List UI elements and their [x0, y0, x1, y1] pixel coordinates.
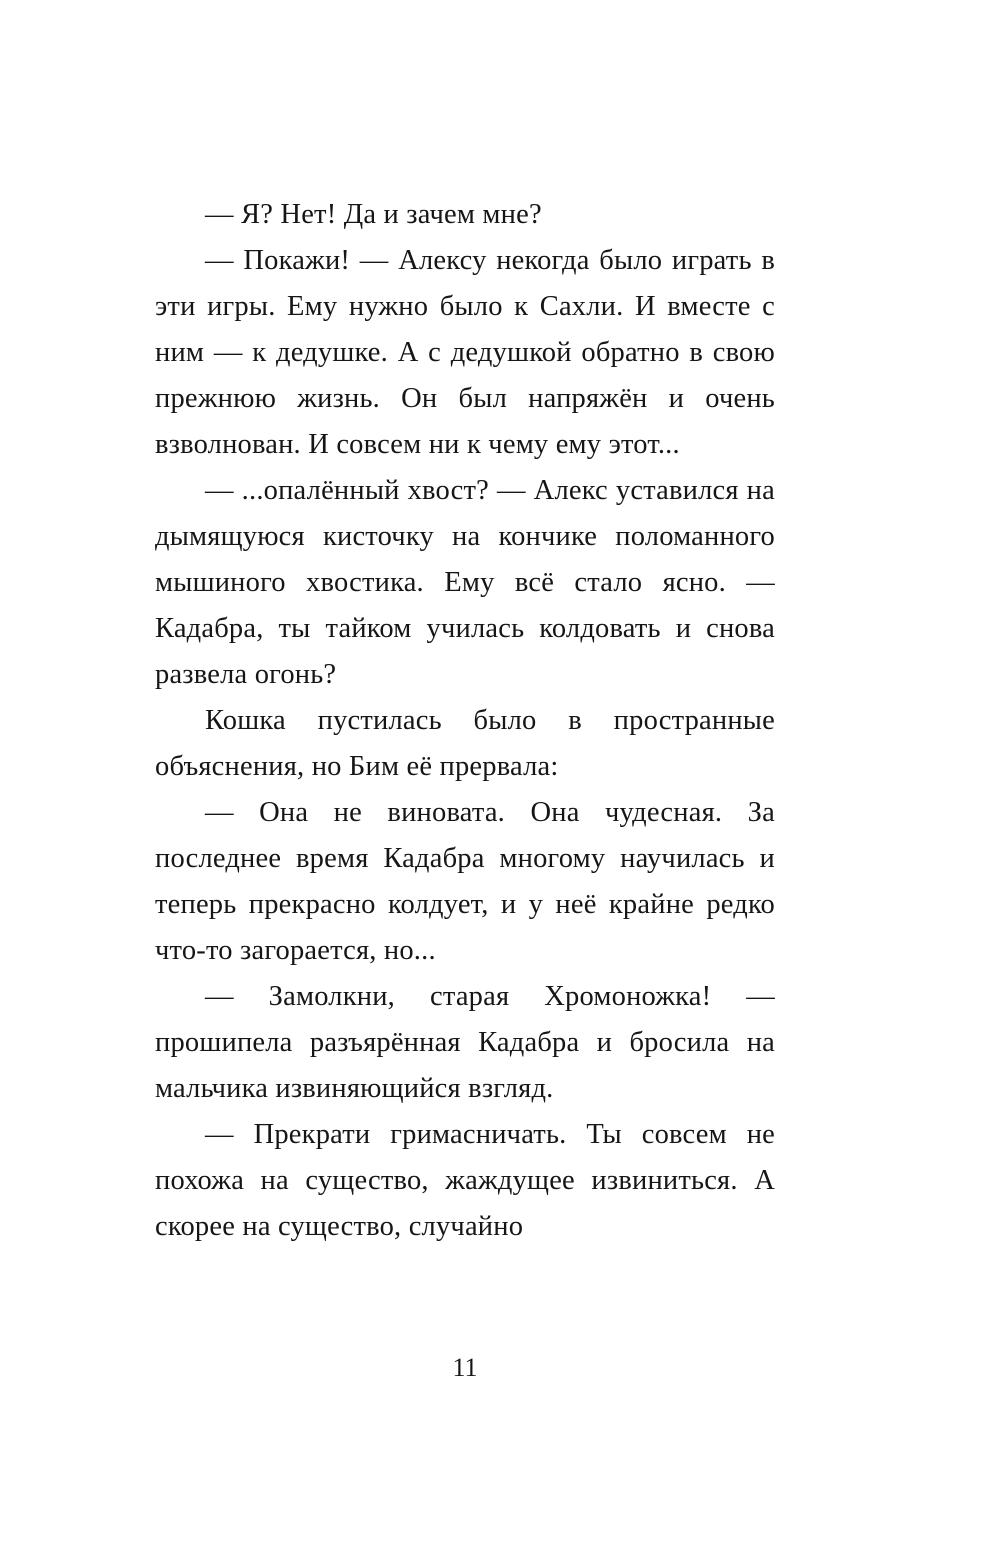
page-number: 11	[452, 1353, 478, 1382]
paragraph: — Прекрати гримасничать. Ты совсем не похожа на существо, жаждущее извиниться. А скорее на существо, случайно	[155, 1119, 775, 1242]
paragraph: — ...опалённый хвост? — Алекс уставился на дымящуюся кисточку на кончике поломанного мышиного хвостика. Ему всё стало ясно. — Кадабра, ты тайком училась колдовать и снова развела огонь?	[155, 475, 775, 690]
paragraph: — Замолкни, старая Хромоножка! — прошипела разъярённая Кадабра и бросила на мальчика извиняющийся взгляд.	[155, 981, 775, 1104]
text-block	[155, 192, 775, 1250]
paragraph: — Покажи! — Алексу некогда было играть в эти игры. Ему нужно было к Сахли. И вместе с ним — к дедушке. А с дедушкой обратно в свою прежнюю жизнь. Он был напряжён и очень взволнован. И совсем ни к чему ему этот...	[155, 245, 775, 460]
paragraph: Кошка пустилась было в пространные объяснения, но Бим её прервала:	[155, 705, 775, 782]
paragraph: — Я? Нет! Да и зачем мне?	[205, 199, 542, 230]
paragraph: — Она не виновата. Она чудесная. За последнее время Кадабра многому научилась и теперь прекрасно колдует, и у неё крайне редко что-то загорается, но...	[155, 797, 775, 966]
